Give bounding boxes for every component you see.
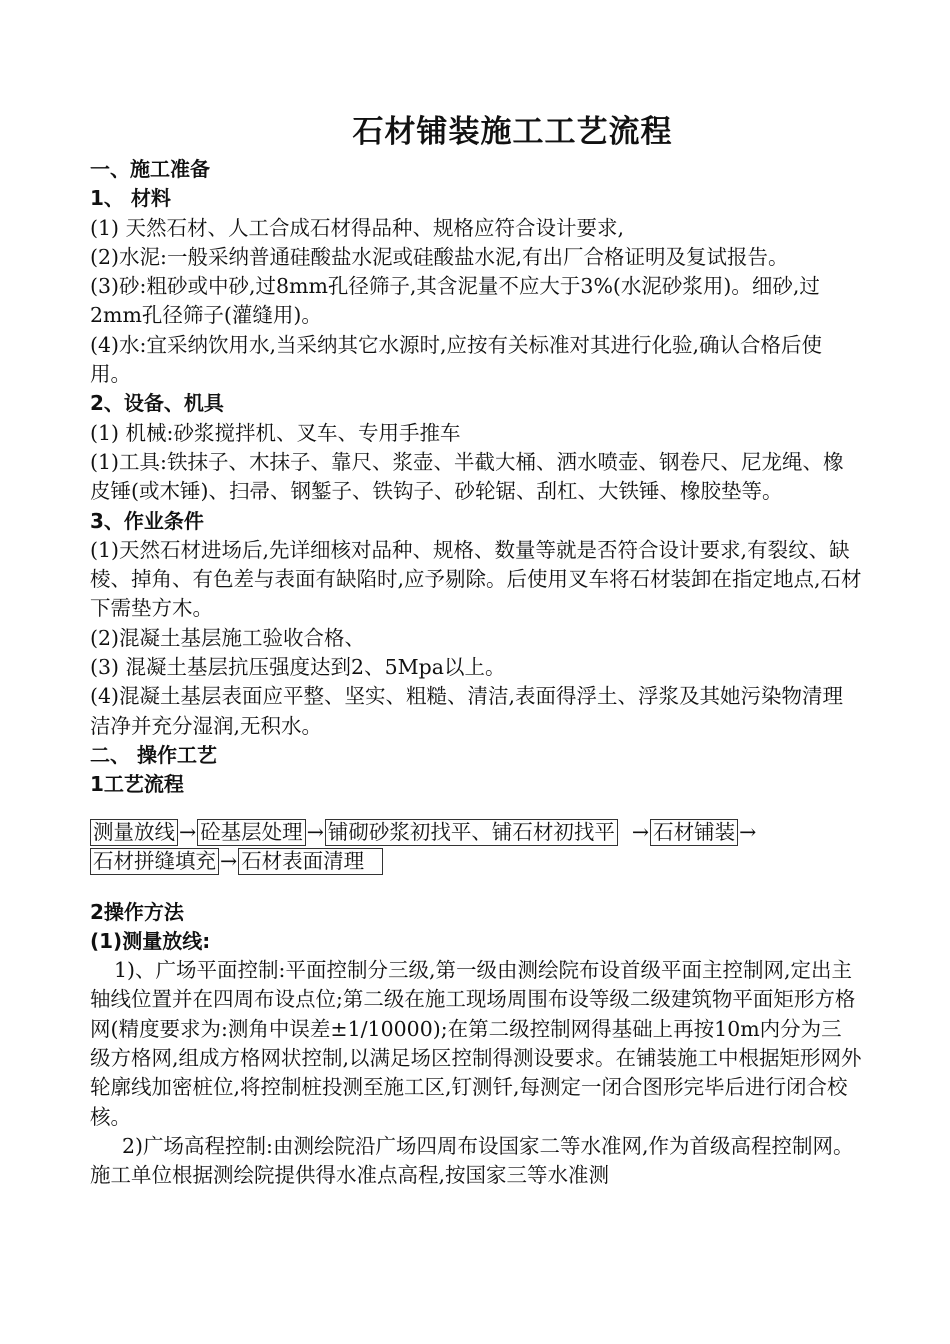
subheading-materials: 1、 材料 <box>90 186 171 211</box>
subheading-equipment: 2、设备、机具 <box>90 391 224 416</box>
flow-step: 砼基层处理 <box>197 819 306 846</box>
paragraph: (2)水泥:一般采纳普通硅酸盐水泥或硅酸盐水泥,有出厂合格证明及复试报告。 <box>90 244 789 269</box>
method-title-survey: (1)测量放线: <box>90 928 211 953</box>
paragraph: (3)砂:粗砂或中砂,过8mm孔径筛子,其含泥量不应大于3%(水泥砂浆用)。细砂,过2mm孔径筛子(灌缝用)。 <box>90 274 820 328</box>
paragraph: (4)水:宜采纳饮用水,当采纳其它水源时,应按有关标准对其进行化验,确认合格后使用。 <box>90 332 822 387</box>
paragraph: (1)天然石材进场后,先详细核对品种、规格、数量等就是否符合设计要求,有裂纹、缺棱、掉角、有色差与表面有缺陷时,应予剔除。后使用叉车将石材装卸在指定地点,石材下需垫方木。 <box>90 537 862 621</box>
paragraph: 2)广场高程控制:由测绘院沿广场四周布设国家二等水准网,作为首级高程控制网。施工单位根据测绘院提供得水准点高程,按国家三等水准测 <box>90 1133 854 1188</box>
paragraph: (4)混凝土基层表面应平整、坚实、粗糙、清洁,表面得浮土、浮浆及其她污染物清理洁净并充分湿润,无积水。 <box>90 684 844 738</box>
subheading-methods: 2操作方法 <box>90 899 184 924</box>
paragraph: (2)混凝土基层施工验收合格、 <box>90 625 366 650</box>
page-title: 石材铺装施工工艺流程 <box>352 114 673 150</box>
arrow-right-icon: → <box>179 819 197 844</box>
paragraph: (1) 天然石材、人工合成石材得品种、规格应符合设计要求, <box>90 215 625 240</box>
arrow-right-icon: → <box>631 819 650 844</box>
arrow-right-icon: → <box>220 848 238 873</box>
subheading-process-flow: 1工艺流程 <box>90 772 184 797</box>
subheading-conditions: 3、作业条件 <box>90 508 204 533</box>
paragraph: (1) 机械:砂浆搅拌机、叉车、专用手推车 <box>90 420 461 445</box>
paragraph: (3) 混凝土基层抗压强度达到2、5Mpa以上。 <box>90 655 506 680</box>
section-heading-operation: 二、 操作工艺 <box>90 742 217 767</box>
spacer <box>90 876 862 898</box>
flow-step: 石材铺装 <box>650 819 738 846</box>
flow-step: 铺砌砂浆初找平、铺石材初找平 <box>325 819 618 846</box>
flow-step: 石材拼缝填充 <box>90 848 219 875</box>
paragraph: 1)、广场平面控制:平面控制分三级,第一级由测绘院布设首级平面主控制网,定出主轴线位置并在四周布设点位;第二级在施工现场周围布设等级二级建筑物平面矩形方格网(精度要求为:测角中误差±1/10000);在第二级控制网得基础上再按10m内分为三级方格网,组成方格网状控制,以满足场区控制得测设要求。在铺装施工中根据矩形网外轮廓线加密桩位,将控制桩投测至施工区,钉测钎,每测定一闭合图形完毕后进行闭合校核。 <box>90 958 862 1129</box>
flow-step: 石材表面清理 <box>238 848 383 875</box>
arrow-right-icon: → <box>306 819 324 844</box>
section-heading-preparation: 一、施工准备 <box>90 157 210 181</box>
document-body <box>90 155 862 1191</box>
paragraph: (1)工具:铁抹子、木抹子、靠尺、浆壶、半截大桶、洒水喷壶、钢卷尺、尼龙绳、橡皮锤(或木锤)、扫帚、钢錾子、铁钩子、砂轮锯、刮杠、大铁锤、橡胶垫等。 <box>90 449 844 504</box>
process-flow <box>90 818 862 876</box>
arrow-right-icon: → <box>739 819 757 844</box>
flow-step: 测量放线 <box>90 819 178 846</box>
